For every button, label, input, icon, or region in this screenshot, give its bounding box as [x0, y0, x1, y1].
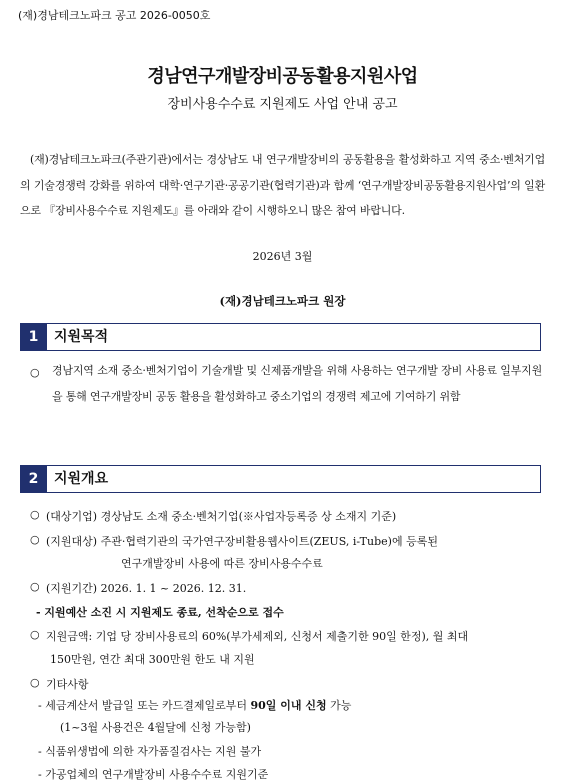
section-1-text: 경남지역 소재 중소·벤처기업이 기술개발 및 신제품개발을 위해 사용하는 연구개발 장비 사용료 일부지원을 통해 연구개발장비 공동 활용을 활성화하고 중소기업의 경쟁력 제고에 기여하기 위함 — [52, 364, 542, 403]
support-period: (지원기간) 2026. 1. 1 ~ 2026. 12. 31. — [46, 582, 247, 595]
notice-number: (재)경남테크노파크 공고 2026-0050호 — [18, 9, 211, 22]
section-2-heading: 지원개요 — [47, 465, 541, 493]
page-title: 경남연구개발장비공동활용지원사업 — [147, 66, 418, 87]
other-item-2: - 식품위생법에 의한 자가품질검사는 지원 불가 — [38, 745, 262, 758]
signer: (재)경남테크노파크 원장 — [219, 294, 346, 308]
intro-paragraph: (재)경남테크노파크(주관기관)에서는 경상남도 내 연구개발장비의 공동활용을 활성화하고 지역 중소·벤처기업의 기술경쟁력 강화를 위하여 대학·연구기관·공공기관(협력기관)과 함께 ‘연구개발장비공동활용지원사업’의 일환으로 『장비사용수수료 지원제도』를 아래와 같이 시행하오니 많은 참여 바랍니다. — [20, 153, 545, 217]
period-bullet: ○ — [30, 580, 40, 593]
target-company-bullet: ○ — [30, 508, 40, 521]
section-1-heading: 지원목적 — [47, 323, 541, 351]
target-support-line-1: (지원대상) 주관·협력기관의 국가연구장비활용웹사이트(ZEUS, i-Tube)에 등록된 — [46, 535, 438, 548]
section-1-bullet: ○ — [30, 366, 40, 379]
support-amount-line-2: 150만원, 연간 최대 300만원 한도 내 지원 — [50, 653, 255, 666]
page-subtitle: 장비사용수수료 지원제도 사업 안내 공고 — [167, 97, 398, 112]
other-item-1: - 세금계산서 발급일 또는 카드결제일로부터 90일 이내 신청 가능 — [38, 699, 352, 712]
period-note: - 지원예산 소진 시 지원제도 종료, 선착순으로 접수 — [36, 606, 284, 619]
target-support-line-2: 연구개발장비 사용에 따른 장비사용수수료 — [121, 557, 323, 570]
section-1-number: 1 — [20, 323, 47, 351]
other-bullet: ○ — [30, 676, 40, 689]
other-item-1-note: (1~3월 사용건은 4월달에 신청 가능함) — [60, 721, 251, 734]
notice-date: 2026년 3월 — [252, 250, 313, 263]
other-item-3: - 가공업체의 연구개발장비 사용수수료 지원기준 — [38, 768, 269, 781]
section-2-number: 2 — [20, 465, 47, 493]
amount-bullet: ○ — [30, 628, 40, 641]
target-company: (대상기업) 경상남도 소재 중소·벤처기업(※사업자등록증 상 소재지 기준) — [46, 510, 397, 523]
support-amount-line-1: 지원금액: 기업 당 장비사용료의 60%(부가세제외, 신청서 제출기한 90일 한정), 월 최대 — [46, 630, 469, 643]
target-support-bullet: ○ — [30, 533, 40, 546]
other-heading: 기타사항 — [46, 678, 89, 691]
